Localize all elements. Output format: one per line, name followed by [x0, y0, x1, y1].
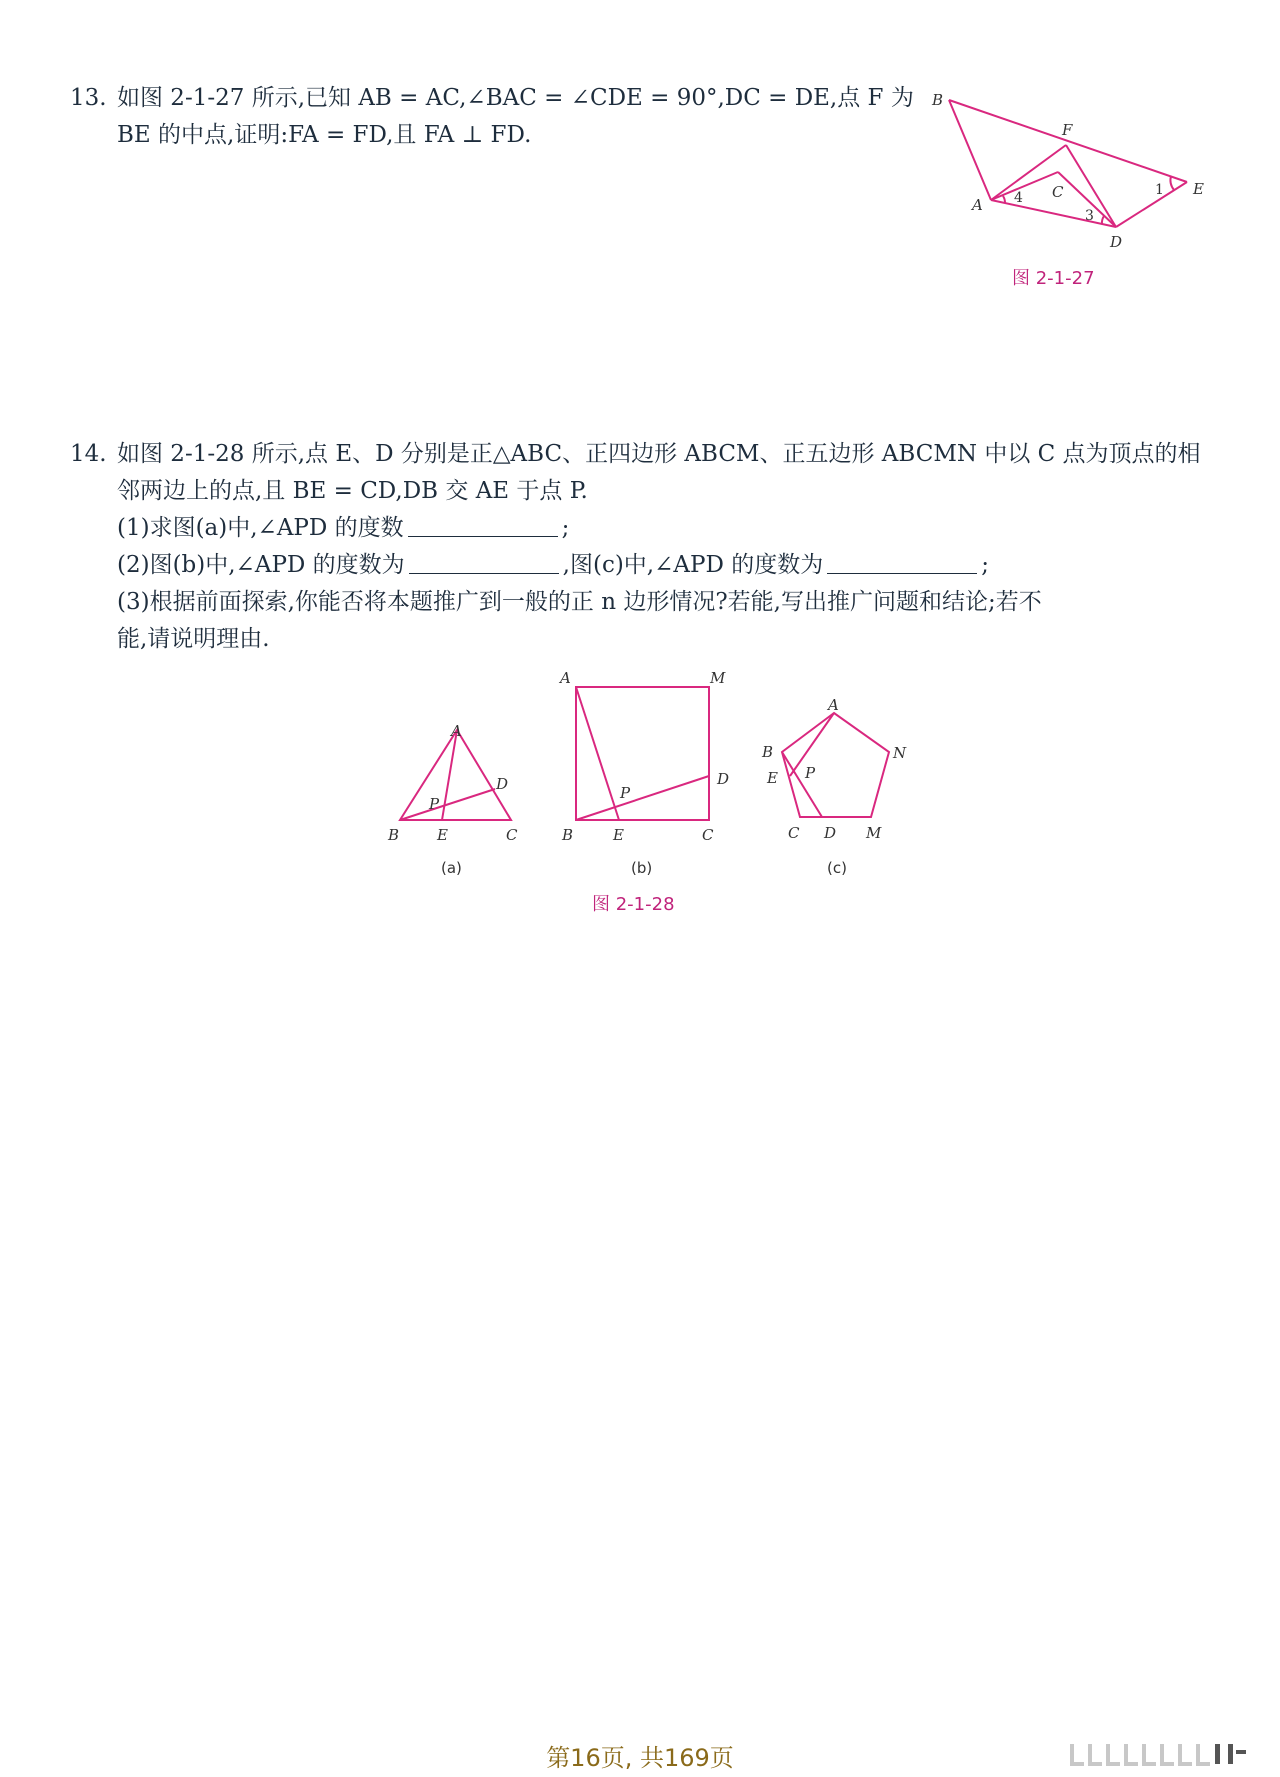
figure-caption: 图 2-1-28: [592, 894, 675, 915]
c-label-P: P: [805, 764, 816, 782]
q13-line2: BE 的中点,证明:FA = FD,且 FA ⊥ FD.: [117, 122, 532, 148]
figure-b: [576, 687, 709, 820]
seg-DE: [1116, 182, 1187, 227]
square-ABCM: [576, 687, 709, 820]
q14-part3-line1: (3)根据前面探索,你能否将本题推广到一般的正 n 边形情况?若能,写出推广问题和结论;若不: [117, 589, 1042, 615]
answer-blank-3[interactable]: [827, 551, 977, 574]
sub-caption-a: (a): [441, 859, 462, 877]
label-E: E: [1193, 180, 1204, 198]
c-label-C: C: [788, 824, 800, 842]
q14-part1: (1)求图(a)中,∠APD 的度数 ;: [117, 515, 570, 541]
label-B: B: [932, 91, 944, 109]
b-label-E: E: [613, 826, 624, 844]
b-label-A: A: [560, 669, 571, 687]
label-A: A: [972, 196, 983, 214]
c-label-M: M: [866, 824, 882, 842]
label-1: 1: [1155, 182, 1164, 198]
a-label-B: B: [388, 826, 400, 844]
sub-caption-b: (b): [631, 859, 653, 877]
a-label-P: P: [429, 795, 440, 813]
seg-BD: [400, 789, 495, 820]
figure-2-1-27: [920, 80, 1210, 295]
q14-number: 14.: [70, 441, 107, 467]
question-14: [70, 436, 1201, 658]
q14-part3-line2: 能,请说明理由.: [117, 626, 270, 652]
seg-AD: [991, 200, 1116, 227]
angle-mark-3: [1102, 216, 1104, 224]
sub-caption-c: (c): [827, 859, 847, 877]
seg-AE: [576, 687, 619, 820]
q14-line2: 邻两边上的点,且 BE = CD,DB 交 AE 于点 P.: [117, 478, 588, 504]
figure-a: [400, 730, 511, 820]
question-13: [70, 80, 914, 154]
grid-icon: [1070, 1740, 1250, 1770]
answer-blank-1[interactable]: [408, 514, 558, 537]
label-D: D: [1110, 233, 1123, 251]
b-label-D: D: [717, 770, 730, 788]
a-label-D: D: [496, 775, 509, 793]
seg-BA: [949, 100, 991, 200]
figure-c: [782, 713, 889, 817]
label-3: 3: [1085, 208, 1094, 224]
b-label-B: B: [562, 826, 574, 844]
figure-caption: 图 2-1-27: [1012, 268, 1095, 289]
b-label-P: P: [620, 784, 631, 802]
figure-2-1-28: [370, 665, 940, 925]
a-label-C: C: [506, 826, 518, 844]
label-F: F: [1062, 121, 1073, 139]
b-label-M: M: [710, 669, 726, 687]
answer-blank-2[interactable]: [409, 551, 559, 574]
c-label-N: N: [893, 744, 907, 762]
b-label-C: C: [702, 826, 714, 844]
c-label-A: A: [828, 696, 839, 714]
seg-BD: [576, 776, 709, 820]
q14-line1: 14. 如图 2-1-28 所示,点 E、D 分别是正△ABC、正四边形 ABCM、正五边形 ABCMN 中以 C 点为顶点的相: [70, 436, 1201, 473]
seg-BE: [949, 100, 1187, 182]
c-label-D: D: [824, 824, 837, 842]
label-C: C: [1052, 183, 1064, 201]
c-label-E: E: [767, 769, 778, 787]
q14-part2: (2)图(b)中,∠APD 的度数为 ,图(c)中,∠APD 的度数为 ;: [117, 552, 989, 578]
a-label-A: A: [451, 722, 462, 740]
label-4: 4: [1014, 190, 1023, 206]
c-label-B: B: [762, 743, 774, 761]
seg-BD: [782, 752, 822, 817]
page-footer: 第16页, 共169页: [546, 1744, 734, 1772]
q13-number: 13.: [70, 85, 107, 111]
a-label-E: E: [437, 826, 448, 844]
q13-line1: 13. 如图 2-1-27 所示,已知 AB = AC,∠BAC = ∠CDE = 90°,DC = DE,点 F 为: [70, 80, 914, 117]
